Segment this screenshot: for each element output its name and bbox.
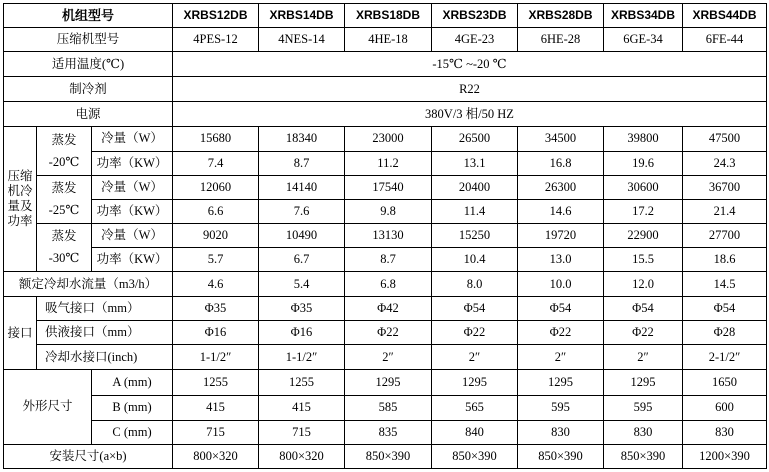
cooling-label: 冷量（W） bbox=[92, 175, 173, 199]
power-row bbox=[4, 199, 767, 223]
cooling-row bbox=[4, 223, 767, 247]
mounting-row bbox=[4, 444, 767, 468]
power-label: 功率（KW） bbox=[92, 199, 173, 223]
dimension-cell: 715 bbox=[173, 420, 259, 444]
dimension-cell: 1295 bbox=[518, 370, 604, 395]
model-header: XRBS18DB bbox=[345, 4, 432, 28]
temp-label: 适用温度(℃) bbox=[4, 52, 173, 77]
cooling-cell: 14140 bbox=[259, 175, 345, 199]
dimension-label: A (mm) bbox=[92, 370, 173, 395]
connection-cell: 2″ bbox=[345, 345, 432, 370]
dimension-cell: 565 bbox=[432, 395, 518, 420]
connection-cell: Φ16 bbox=[259, 321, 345, 345]
compressor-cell: 4PES-12 bbox=[173, 28, 259, 52]
model-header: XRBS23DB bbox=[432, 4, 518, 28]
dimension-cell: 830 bbox=[604, 420, 683, 444]
connection-cell: Φ54 bbox=[432, 297, 518, 321]
spec-table bbox=[3, 3, 767, 469]
refrigerant-row bbox=[4, 77, 767, 102]
power-cell: 9.8 bbox=[345, 199, 432, 223]
cooling-row bbox=[4, 175, 767, 199]
power-cell: 7.4 bbox=[173, 151, 259, 175]
dimension-cell: 835 bbox=[345, 420, 432, 444]
dimension-cell: 1295 bbox=[432, 370, 518, 395]
mounting-cell: 850×390 bbox=[345, 444, 432, 468]
power-supply-label: 电源 bbox=[4, 102, 173, 127]
water-flow-cell: 10.0 bbox=[518, 272, 604, 297]
connection-cell: Φ16 bbox=[173, 321, 259, 345]
dimensions-group-label: 外形尺寸 bbox=[4, 370, 92, 444]
dimension-row bbox=[4, 370, 767, 395]
water-flow-cell: 14.5 bbox=[683, 272, 767, 297]
power-cell: 19.6 bbox=[604, 151, 683, 175]
mounting-cell: 850×390 bbox=[518, 444, 604, 468]
power-cell: 10.4 bbox=[432, 247, 518, 271]
connection-cell: 1-1/2″ bbox=[173, 345, 259, 370]
cooling-cell: 34500 bbox=[518, 127, 604, 151]
dimension-cell: 1650 bbox=[683, 370, 767, 395]
dimension-cell: 1255 bbox=[259, 370, 345, 395]
model-header: XRBS28DB bbox=[518, 4, 604, 28]
connection-cell: Φ22 bbox=[345, 321, 432, 345]
mounting-label: 安装尺寸(a×b) bbox=[4, 444, 173, 468]
power-cell: 17.2 bbox=[604, 199, 683, 223]
cooling-cell: 39800 bbox=[604, 127, 683, 151]
cooling-cell: 18340 bbox=[259, 127, 345, 151]
cooling-label: 冷量（W） bbox=[92, 223, 173, 247]
dimension-row bbox=[4, 395, 767, 420]
cooling-cell: 47500 bbox=[683, 127, 767, 151]
connection-cell: Φ28 bbox=[683, 321, 767, 345]
cooling-cell: 10490 bbox=[259, 223, 345, 247]
power-cell: 18.6 bbox=[683, 247, 767, 271]
power-cell: 13.1 bbox=[432, 151, 518, 175]
dimension-cell: 415 bbox=[259, 395, 345, 420]
connection-row bbox=[4, 297, 767, 321]
temp-row bbox=[4, 52, 767, 77]
header-corner: 机组型号 bbox=[4, 4, 173, 28]
model-header: XRBS12DB bbox=[173, 4, 259, 28]
power-cell: 13.0 bbox=[518, 247, 604, 271]
header-row bbox=[4, 4, 767, 28]
power-cell: 11.4 bbox=[432, 199, 518, 223]
power-cell: 24.3 bbox=[683, 151, 767, 175]
dimension-label: C (mm) bbox=[92, 420, 173, 444]
cooling-cell: 17540 bbox=[345, 175, 432, 199]
cooling-cell: 13130 bbox=[345, 223, 432, 247]
cooling-cell: 12060 bbox=[173, 175, 259, 199]
connection-label: 吸气接口（mm） bbox=[37, 297, 173, 321]
dimension-cell: 595 bbox=[604, 395, 683, 420]
cooling-cell: 9020 bbox=[173, 223, 259, 247]
mounting-cell: 1200×390 bbox=[683, 444, 767, 468]
cooling-cell: 15680 bbox=[173, 127, 259, 151]
power-supply-row bbox=[4, 102, 767, 127]
water-flow-cell: 5.4 bbox=[259, 272, 345, 297]
refrigerant-value: R22 bbox=[173, 77, 767, 102]
power-cell: 7.6 bbox=[259, 199, 345, 223]
dimension-cell: 1295 bbox=[345, 370, 432, 395]
temp-value: -15℃ ~-20 ℃ bbox=[173, 52, 767, 77]
dimension-cell: 600 bbox=[683, 395, 767, 420]
compressor-cell: 4GE-23 bbox=[432, 28, 518, 52]
power-row bbox=[4, 247, 767, 271]
connection-cell: 1-1/2″ bbox=[259, 345, 345, 370]
connection-cell: Φ54 bbox=[604, 297, 683, 321]
connection-label: 供液接口（mm） bbox=[37, 321, 173, 345]
evap-temp-label: 蒸发 -25℃ bbox=[37, 175, 92, 223]
power-supply-value: 380V/3 相/50 HZ bbox=[173, 102, 767, 127]
dimension-cell: 595 bbox=[518, 395, 604, 420]
cooling-cell: 26500 bbox=[432, 127, 518, 151]
water-flow-cell: 12.0 bbox=[604, 272, 683, 297]
compressor-cell: 4NES-14 bbox=[259, 28, 345, 52]
cooling-label: 冷量（W） bbox=[92, 127, 173, 151]
dimension-cell: 830 bbox=[518, 420, 604, 444]
connection-row bbox=[4, 345, 767, 370]
dimension-row bbox=[4, 420, 767, 444]
connection-cell: Φ35 bbox=[259, 297, 345, 321]
model-header: XRBS44DB bbox=[683, 4, 767, 28]
power-cell: 8.7 bbox=[345, 247, 432, 271]
dimension-cell: 840 bbox=[432, 420, 518, 444]
water-flow-label: 额定冷却水流量（m3/h） bbox=[4, 272, 173, 297]
connection-cell: 2-1/2″ bbox=[683, 345, 767, 370]
compressor-label: 压缩机型号 bbox=[4, 28, 173, 52]
cooling-cell: 26300 bbox=[518, 175, 604, 199]
connection-cell: Φ22 bbox=[604, 321, 683, 345]
power-cell: 14.6 bbox=[518, 199, 604, 223]
compressor-cell: 6GE-34 bbox=[604, 28, 683, 52]
compressor-cell: 4HE-18 bbox=[345, 28, 432, 52]
cooling-cell: 23000 bbox=[345, 127, 432, 151]
mounting-cell: 850×390 bbox=[432, 444, 518, 468]
water-flow-cell: 8.0 bbox=[432, 272, 518, 297]
compressor-cell: 6HE-28 bbox=[518, 28, 604, 52]
cooling-row bbox=[4, 127, 767, 151]
mounting-cell: 800×320 bbox=[173, 444, 259, 468]
connection-cell: 2″ bbox=[518, 345, 604, 370]
compressor-row bbox=[4, 28, 767, 52]
connection-cell: Φ35 bbox=[173, 297, 259, 321]
cooling-cell: 27700 bbox=[683, 223, 767, 247]
model-header: XRBS14DB bbox=[259, 4, 345, 28]
cooling-cell: 36700 bbox=[683, 175, 767, 199]
power-row bbox=[4, 151, 767, 175]
dimension-cell: 830 bbox=[683, 420, 767, 444]
power-cell: 5.7 bbox=[173, 247, 259, 271]
cooling-cell: 30600 bbox=[604, 175, 683, 199]
evap-temp-label: 蒸发 -30℃ bbox=[37, 223, 92, 271]
dimension-cell: 715 bbox=[259, 420, 345, 444]
power-cell: 6.6 bbox=[173, 199, 259, 223]
power-cell: 21.4 bbox=[683, 199, 767, 223]
cooling-cell: 15250 bbox=[432, 223, 518, 247]
connection-cell: Φ54 bbox=[518, 297, 604, 321]
connection-cell: Φ54 bbox=[683, 297, 767, 321]
mounting-cell: 800×320 bbox=[259, 444, 345, 468]
water-flow-row bbox=[4, 272, 767, 297]
connection-cell: Φ22 bbox=[432, 321, 518, 345]
cooling-cell: 22900 bbox=[604, 223, 683, 247]
water-flow-cell: 6.8 bbox=[345, 272, 432, 297]
connection-cell: Φ42 bbox=[345, 297, 432, 321]
cooling-cell: 20400 bbox=[432, 175, 518, 199]
mounting-cell: 850×390 bbox=[604, 444, 683, 468]
dimension-label: B (mm) bbox=[92, 395, 173, 420]
dimension-cell: 1295 bbox=[604, 370, 683, 395]
power-label: 功率（KW） bbox=[92, 247, 173, 271]
power-cell: 6.7 bbox=[259, 247, 345, 271]
connection-label: 冷却水接口(inch) bbox=[37, 345, 173, 370]
compressor-cell: 6FE-44 bbox=[683, 28, 767, 52]
cooling-cell: 19720 bbox=[518, 223, 604, 247]
refrigerant-label: 制冷剂 bbox=[4, 77, 173, 102]
connection-cell: 2″ bbox=[604, 345, 683, 370]
power-label: 功率（KW） bbox=[92, 151, 173, 175]
power-cell: 16.8 bbox=[518, 151, 604, 175]
dimension-cell: 1255 bbox=[173, 370, 259, 395]
model-header: XRBS34DB bbox=[604, 4, 683, 28]
water-flow-cell: 4.6 bbox=[173, 272, 259, 297]
performance-group-label: 压缩机冷量及功率 bbox=[4, 127, 37, 272]
dimension-cell: 415 bbox=[173, 395, 259, 420]
connection-cell: Φ22 bbox=[518, 321, 604, 345]
power-cell: 11.2 bbox=[345, 151, 432, 175]
evap-temp-label: 蒸发 -20℃ bbox=[37, 127, 92, 175]
connections-group-label: 接口 bbox=[4, 297, 37, 370]
dimension-cell: 585 bbox=[345, 395, 432, 420]
power-cell: 8.7 bbox=[259, 151, 345, 175]
connection-cell: 2″ bbox=[432, 345, 518, 370]
connection-row bbox=[4, 321, 767, 345]
power-cell: 15.5 bbox=[604, 247, 683, 271]
